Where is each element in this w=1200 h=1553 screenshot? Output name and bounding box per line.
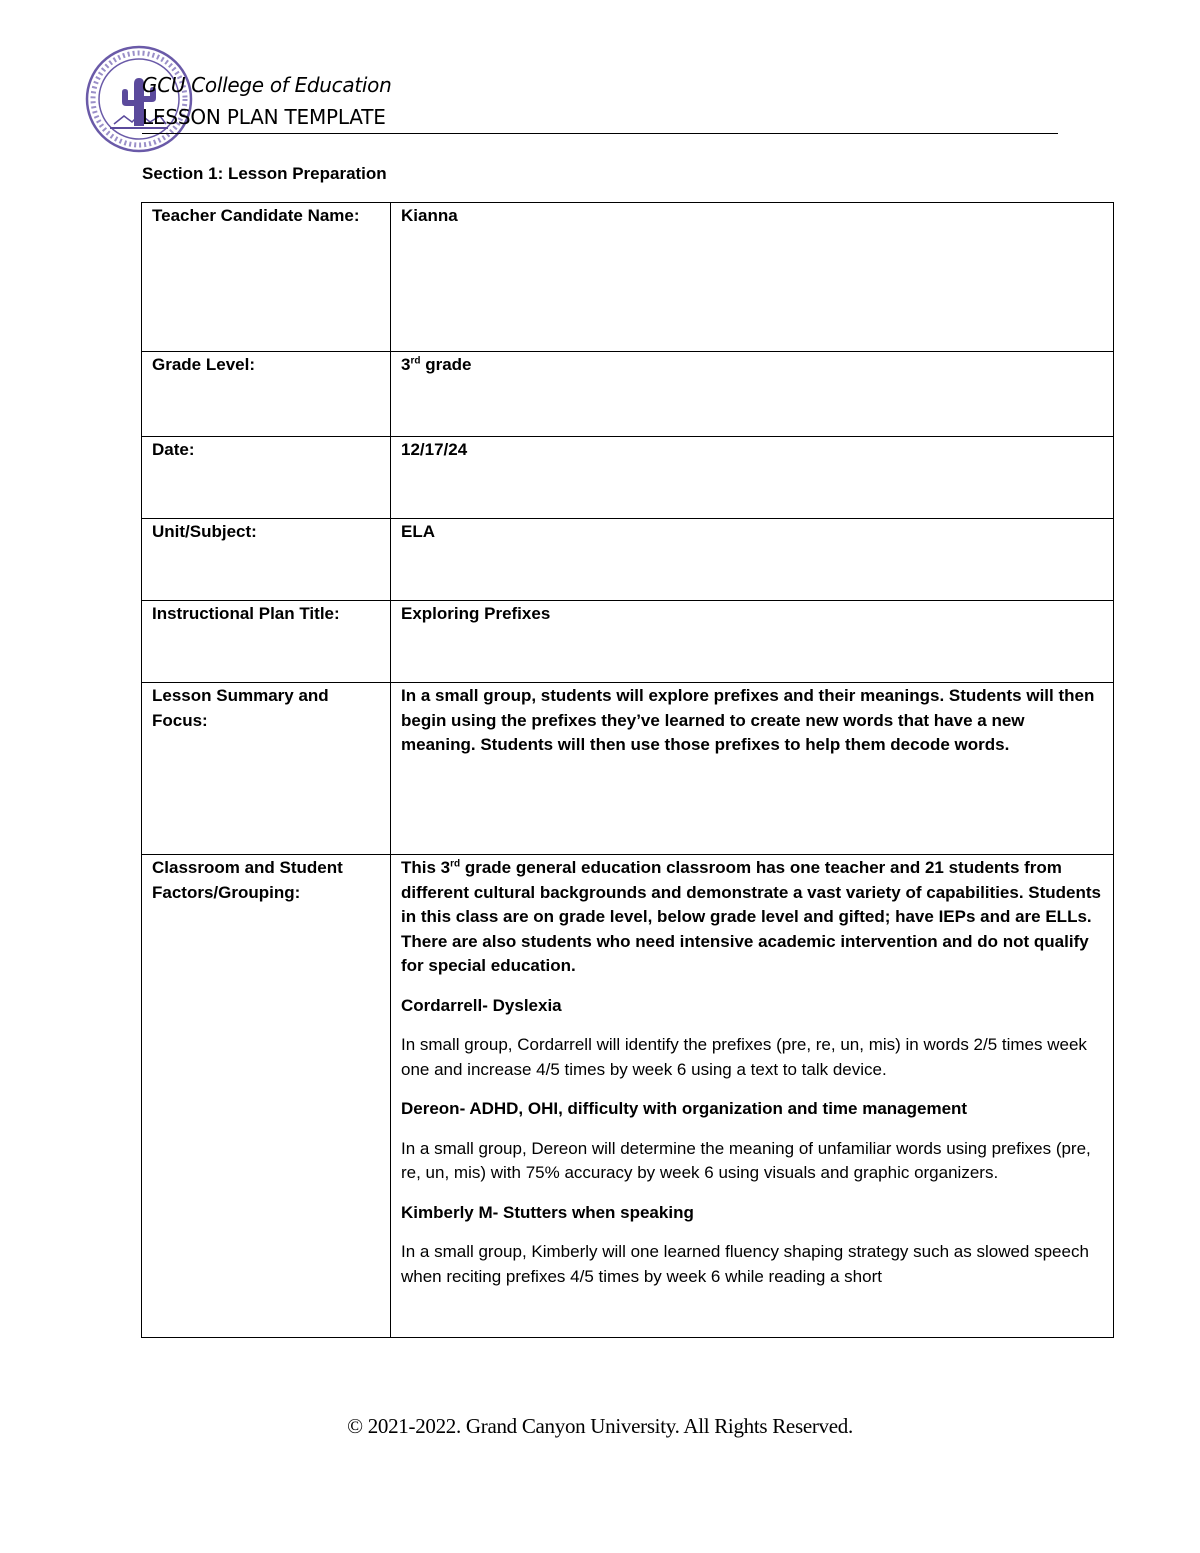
college-name: GCU College of Education bbox=[142, 73, 392, 97]
grade-value bbox=[391, 352, 1113, 378]
header-divider bbox=[142, 133, 1058, 134]
summary-value: In a small group, students will explore prefixes and their meanings. Students will then begin using the prefixes they’ve learned to create new words that have a new meaning. Students will then use those prefixes to help them decode words. bbox=[401, 686, 1095, 754]
table-row bbox=[142, 203, 1114, 352]
unit-value: ELA bbox=[401, 522, 435, 541]
table-row bbox=[142, 352, 1114, 437]
date-label-cell bbox=[142, 437, 391, 519]
factors-intro-start: This 3 bbox=[401, 858, 451, 877]
student1-heading: Cordarrell- Dyslexia bbox=[401, 995, 562, 1015]
date-value: 12/17/24 bbox=[401, 440, 468, 459]
copyright-footer: © 2021-2022. Grand Canyon University. All Rights Reserved. bbox=[347, 1414, 853, 1438]
section-heading: Section 1: Lesson Preparation bbox=[142, 164, 387, 183]
factors-label-cell bbox=[142, 855, 391, 1338]
title-value-cell bbox=[391, 601, 1114, 683]
table-row bbox=[142, 601, 1114, 683]
table-row bbox=[142, 519, 1114, 601]
date-value-cell bbox=[391, 437, 1114, 519]
student1-text: In small group, Cordarrell will identify the prefixes (pre, re, un, mis) in words 2/5 times week one and increase 4/5 times by week 6 using a text to talk device. bbox=[401, 1035, 1087, 1079]
teacher-label: Teacher Candidate Name: bbox=[152, 206, 360, 225]
template-title: LESSON PLAN TEMPLATE bbox=[142, 105, 386, 129]
grade-number: 3 bbox=[401, 355, 411, 374]
title-label-cell bbox=[142, 601, 391, 683]
teacher-label-cell bbox=[142, 203, 391, 352]
factors-intro-ordinal: rd bbox=[450, 858, 461, 870]
summary-value-cell bbox=[391, 683, 1114, 855]
unit-label: Unit/Subject: bbox=[152, 522, 257, 541]
grade-word: grade bbox=[420, 355, 472, 374]
grade-value-cell bbox=[391, 352, 1114, 437]
gcu-seal-icon bbox=[84, 44, 194, 154]
grade-ordinal: rd bbox=[410, 355, 421, 367]
title-label: Instructional Plan Title: bbox=[152, 604, 340, 623]
table-row bbox=[142, 683, 1114, 855]
factors-intro bbox=[401, 856, 1103, 979]
factors-label: Classroom and Student Factors/Grouping: bbox=[152, 858, 343, 902]
factors-intro-rest: grade general education classroom has one teacher and 21 students from different cultural backgrounds and demonstrate a vast variety of capabilities. Students in this class are on grade level, below grade level and gifted; have IEPs and are ELLs. There are also students who need intensive academic intervention and do not qualify for special education. bbox=[401, 858, 1102, 975]
student3-heading: Kimberly M- Stutters when speaking bbox=[401, 1202, 694, 1222]
table-row bbox=[142, 437, 1114, 519]
factors-content bbox=[391, 855, 1113, 1337]
teacher-value-cell bbox=[391, 203, 1114, 352]
student2-text: In a small group, Dereon will determine the meaning of unfamiliar words using prefixes (pre, re, un, mis) with 75% accuracy by week 6 using visuals and graphic organizers. bbox=[401, 1138, 1091, 1182]
student2-heading: Dereon- ADHD, OHI, difficulty with organization and time management bbox=[401, 1099, 968, 1118]
teacher-value: Kianna bbox=[401, 206, 458, 225]
date-label: Date: bbox=[152, 440, 195, 459]
grade-label-cell bbox=[142, 352, 391, 437]
title-value: Exploring Prefixes bbox=[401, 604, 551, 623]
lesson-preparation-table bbox=[141, 202, 1114, 1338]
student3-text: In a small group, Kimberly will one learned fluency shaping strategy such as slowed speech when reciting prefixes 4/5 times by week 6 while reading a short bbox=[401, 1242, 1089, 1286]
summary-label: Lesson Summary and Focus: bbox=[152, 686, 329, 730]
unit-label-cell bbox=[142, 519, 391, 601]
summary-label-cell bbox=[142, 683, 391, 855]
unit-value-cell bbox=[391, 519, 1114, 601]
factors-value-cell bbox=[391, 855, 1114, 1338]
grade-label: Grade Level: bbox=[152, 355, 255, 374]
table-row bbox=[142, 855, 1114, 1338]
